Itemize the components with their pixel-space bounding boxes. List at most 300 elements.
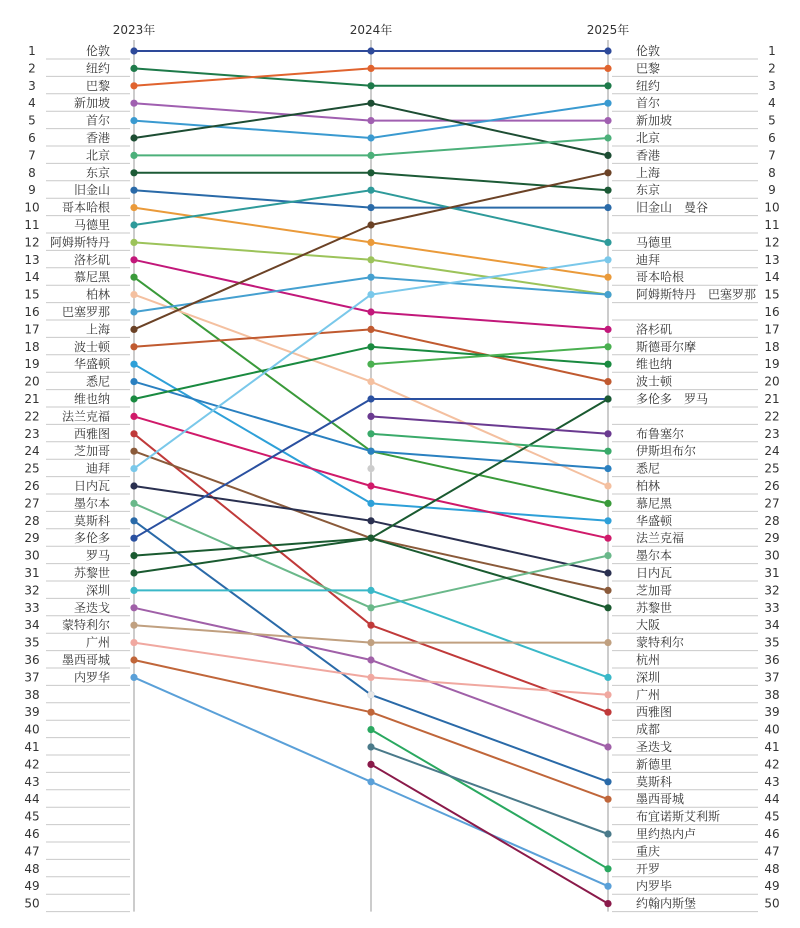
series-point xyxy=(367,482,374,489)
rank-label-left: 1 xyxy=(28,44,36,58)
series-point xyxy=(367,100,374,107)
rank-label-right: 47 xyxy=(764,844,780,859)
rank-label-left: 7 xyxy=(28,148,36,163)
rank-label-right: 16 xyxy=(764,305,780,319)
rank-label-right: 13 xyxy=(764,252,780,267)
city-label-right: 香港 xyxy=(636,148,661,163)
series-point xyxy=(604,865,611,872)
series-point xyxy=(604,239,611,246)
rank-label-left: 3 xyxy=(28,78,36,93)
rank-label-right: 7 xyxy=(768,148,776,163)
city-label-left: 墨西哥城 xyxy=(61,653,110,667)
series-point xyxy=(130,134,137,141)
rank-label-left: 17 xyxy=(24,322,40,337)
rank-label-right: 34 xyxy=(764,618,780,633)
city-label-right: 新加坡 xyxy=(636,113,673,128)
city-labels-left xyxy=(50,43,111,684)
series-point xyxy=(367,152,374,159)
series-point xyxy=(367,47,374,54)
series-point xyxy=(367,169,374,176)
city-label-left: 多伦多 xyxy=(73,531,110,546)
series-point xyxy=(604,639,611,646)
series-point xyxy=(604,482,611,489)
city-label-right: 东京 xyxy=(636,183,661,198)
series-point xyxy=(130,656,137,663)
rank-label-left: 43 xyxy=(24,774,40,789)
rank-label-right: 10 xyxy=(764,200,780,215)
series-point xyxy=(604,830,611,837)
rank-label-right: 15 xyxy=(764,287,780,302)
city-label-left: 洛杉矶 xyxy=(73,252,110,267)
rank-label-left: 35 xyxy=(24,635,40,650)
city-label-left: 巴塞罗那 xyxy=(61,305,110,319)
series-point xyxy=(130,47,137,54)
rank-label-right: 1 xyxy=(768,44,776,58)
city-label-left: 法兰克福 xyxy=(61,409,110,424)
rank-label-left: 22 xyxy=(24,409,40,424)
city-label-right: 里约热内卢 xyxy=(636,827,697,841)
series-point xyxy=(367,291,374,298)
rank-label-right: 17 xyxy=(764,322,780,337)
rank-label-left: 14 xyxy=(24,270,40,285)
city-label-left: 罗马 xyxy=(85,548,110,563)
city-label-right: 首尔 xyxy=(636,96,661,111)
series-point xyxy=(130,187,137,194)
series-point xyxy=(130,552,137,559)
rank-label-left: 33 xyxy=(24,600,40,615)
city-label-left: 哥本哈根 xyxy=(61,200,110,215)
rank-label-left: 31 xyxy=(24,566,40,580)
series-point xyxy=(130,239,137,246)
series-point xyxy=(367,465,374,472)
city-label-right: 墨尔本 xyxy=(636,548,673,563)
series-point xyxy=(130,604,137,611)
rank-label-left: 16 xyxy=(24,305,40,319)
rank-label-left: 25 xyxy=(24,461,40,476)
city-label-right: 伊斯坦布尔 xyxy=(636,444,697,459)
rank-label-right: 24 xyxy=(764,444,780,459)
city-label-left: 维也纳 xyxy=(73,392,110,406)
series-point xyxy=(130,569,137,576)
series-point xyxy=(130,169,137,176)
series-point xyxy=(367,517,374,524)
city-label-right: 西雅图 xyxy=(636,705,673,720)
rank-label-right: 28 xyxy=(764,513,780,528)
series-point xyxy=(604,448,611,455)
series-point xyxy=(130,308,137,315)
city-label-left: 波士顿 xyxy=(73,339,110,354)
rank-label-left: 44 xyxy=(24,792,40,807)
city-label-right: 新德里 xyxy=(636,757,673,772)
series-point xyxy=(604,274,611,281)
city-label-left: 伦敦 xyxy=(85,44,110,58)
series-point xyxy=(604,343,611,350)
city-label-right: 旧金山 曼谷 xyxy=(636,200,709,215)
city-label-right: 开罗 xyxy=(636,861,661,876)
series-point xyxy=(604,47,611,54)
series-point xyxy=(604,361,611,368)
rank-label-right: 27 xyxy=(764,496,780,511)
rank-label-right: 26 xyxy=(764,479,780,493)
series-point xyxy=(130,500,137,507)
city-label-right: 斯德哥尔摩 xyxy=(636,339,697,354)
rank-label-right: 37 xyxy=(764,670,780,685)
series-point xyxy=(130,517,137,524)
city-label-left: 柏林 xyxy=(85,287,110,302)
rank-label-left: 46 xyxy=(24,827,40,841)
city-label-left: 深圳 xyxy=(85,583,110,598)
series-point xyxy=(367,743,374,750)
rank-label-right: 45 xyxy=(764,809,780,824)
rank-label-left: 20 xyxy=(24,374,40,389)
rank-label-right: 6 xyxy=(768,131,776,145)
city-label-right: 哥本哈根 xyxy=(636,270,685,285)
series-point xyxy=(367,82,374,89)
series-point xyxy=(130,82,137,89)
city-label-right: 成都 xyxy=(636,722,661,737)
series-point xyxy=(367,187,374,194)
series-point xyxy=(130,152,137,159)
series-point xyxy=(130,378,137,385)
rank-label-left: 36 xyxy=(24,653,40,667)
series-point xyxy=(367,326,374,333)
city-label-left: 巴黎 xyxy=(85,78,110,93)
rank-label-right: 14 xyxy=(764,270,780,285)
city-label-right: 蒙特利尔 xyxy=(636,635,685,650)
series-point xyxy=(130,326,137,333)
rank-labels-right xyxy=(764,44,779,911)
rank-label-left: 6 xyxy=(28,131,36,145)
city-label-left: 旧金山 xyxy=(73,183,110,198)
city-label-left: 阿姆斯特丹 xyxy=(49,235,110,250)
year-label: 2025年 xyxy=(586,23,630,37)
series-point xyxy=(367,674,374,681)
rank-label-left: 40 xyxy=(24,722,40,737)
city-label-right: 莫斯科 xyxy=(636,774,673,789)
series-point xyxy=(130,430,137,437)
city-label-right: 波士顿 xyxy=(636,374,673,389)
city-label-left: 迪拜 xyxy=(85,461,110,476)
series-point xyxy=(604,517,611,524)
series-point xyxy=(604,395,611,402)
rank-label-right: 49 xyxy=(764,879,780,894)
series-point xyxy=(367,709,374,716)
series-point xyxy=(604,152,611,159)
rank-label-right: 35 xyxy=(764,635,780,650)
rank-label-left: 38 xyxy=(24,687,40,702)
city-label-right: 多伦多 罗马 xyxy=(636,392,709,406)
rank-label-right: 38 xyxy=(764,687,780,702)
rank-label-left: 28 xyxy=(24,513,40,528)
rank-label-left: 24 xyxy=(24,444,40,459)
series-point xyxy=(367,656,374,663)
rank-label-left: 5 xyxy=(28,113,36,128)
series-point xyxy=(604,778,611,785)
rank-label-left: 15 xyxy=(24,287,40,302)
series-point xyxy=(604,500,611,507)
rank-label-left: 29 xyxy=(24,531,40,546)
series-point xyxy=(367,221,374,228)
series-point xyxy=(130,639,137,646)
series-point xyxy=(367,308,374,315)
series-point xyxy=(604,291,611,298)
city-label-right: 日内瓦 xyxy=(636,566,673,580)
series-point xyxy=(130,117,137,124)
rank-label-left: 13 xyxy=(24,252,40,267)
series-point xyxy=(604,430,611,437)
series-point xyxy=(130,221,137,228)
city-label-left: 内罗华 xyxy=(73,670,110,685)
rank-label-left: 10 xyxy=(24,200,40,215)
series-point xyxy=(367,204,374,211)
city-label-right: 内罗毕 xyxy=(636,879,673,894)
city-label-right: 广州 xyxy=(636,687,661,702)
series-line xyxy=(371,747,608,834)
rank-label-right: 42 xyxy=(764,757,780,772)
city-label-right: 法兰克福 xyxy=(636,531,685,546)
city-label-left: 华盛顿 xyxy=(73,357,110,372)
city-label-right: 圣迭戈 xyxy=(636,740,673,754)
series-point xyxy=(604,691,611,698)
city-label-right: 悉尼 xyxy=(636,461,661,476)
series-point xyxy=(604,569,611,576)
rank-label-left: 39 xyxy=(24,705,40,720)
rank-label-right: 21 xyxy=(764,392,780,406)
city-label-right: 深圳 xyxy=(636,670,661,685)
rank-label-left: 9 xyxy=(28,183,36,198)
series-point xyxy=(367,430,374,437)
rank-label-right: 31 xyxy=(764,566,780,580)
city-label-left: 莫斯科 xyxy=(73,513,110,528)
series-point xyxy=(604,587,611,594)
series-point xyxy=(130,465,137,472)
series-point xyxy=(367,361,374,368)
series-point xyxy=(130,361,137,368)
rank-label-right: 43 xyxy=(764,774,780,789)
series-point xyxy=(130,622,137,629)
rank-label-right: 3 xyxy=(768,78,776,93)
rank-labels-left xyxy=(24,44,39,911)
series-point xyxy=(604,674,611,681)
series-point xyxy=(367,622,374,629)
rank-label-right: 48 xyxy=(764,861,780,876)
city-label-right: 洛杉矶 xyxy=(636,322,673,337)
series-point xyxy=(604,796,611,803)
city-label-right: 迪拜 xyxy=(636,252,661,267)
rank-label-right: 18 xyxy=(764,339,780,354)
series-point xyxy=(130,65,137,72)
city-label-right: 纽约 xyxy=(636,78,661,93)
rank-label-left: 37 xyxy=(24,670,40,685)
city-label-right: 约翰内斯堡 xyxy=(636,896,697,911)
city-label-right: 上海 xyxy=(636,165,661,180)
city-label-right: 杭州 xyxy=(636,653,661,667)
city-label-left: 广州 xyxy=(85,635,110,650)
series-point xyxy=(130,100,137,107)
series-point xyxy=(367,778,374,785)
series-point xyxy=(367,395,374,402)
rank-label-right: 30 xyxy=(764,548,780,563)
series-point xyxy=(604,326,611,333)
city-label-right: 墨西哥城 xyxy=(636,792,685,807)
series-point xyxy=(604,100,611,107)
rank-label-left: 45 xyxy=(24,809,40,824)
series-point xyxy=(130,204,137,211)
city-label-right: 柏林 xyxy=(636,479,661,493)
rank-label-left: 41 xyxy=(24,740,40,754)
rank-label-left: 50 xyxy=(24,896,40,911)
city-label-right: 华盛顿 xyxy=(636,513,673,528)
rank-label-right: 8 xyxy=(768,165,776,180)
rank-label-left: 34 xyxy=(24,618,40,633)
series-point xyxy=(367,274,374,281)
city-label-right: 苏黎世 xyxy=(636,600,673,615)
rank-label-left: 12 xyxy=(24,235,40,250)
series-point xyxy=(604,604,611,611)
rank-label-left: 27 xyxy=(24,496,40,511)
series-point xyxy=(604,187,611,194)
city-label-right: 大阪 xyxy=(636,618,661,633)
series-point xyxy=(367,256,374,263)
rank-label-right: 32 xyxy=(764,583,780,598)
city-label-right: 北京 xyxy=(636,131,661,145)
rank-label-left: 30 xyxy=(24,548,40,563)
year-label: 2024年 xyxy=(349,23,393,37)
series-point xyxy=(130,674,137,681)
series-point xyxy=(130,256,137,263)
series-point xyxy=(367,413,374,420)
series-point xyxy=(604,535,611,542)
rank-label-right: 33 xyxy=(764,600,780,615)
rank-label-left: 4 xyxy=(28,96,36,111)
series-line xyxy=(371,730,608,869)
series-point xyxy=(367,761,374,768)
rank-label-right: 5 xyxy=(768,113,776,128)
series-point xyxy=(604,117,611,124)
rank-label-right: 41 xyxy=(764,740,780,754)
series-point xyxy=(604,709,611,716)
series-point xyxy=(130,274,137,281)
series-point xyxy=(367,343,374,350)
series-point xyxy=(130,291,137,298)
rank-label-left: 8 xyxy=(28,165,36,180)
series-point xyxy=(604,134,611,141)
city-label-right: 布鲁塞尔 xyxy=(636,426,685,441)
rank-label-right: 12 xyxy=(764,235,780,250)
city-label-right: 巴黎 xyxy=(636,61,661,76)
city-label-left: 悉尼 xyxy=(85,374,110,389)
series-point xyxy=(604,169,611,176)
rank-label-right: 9 xyxy=(768,183,776,198)
year-labels xyxy=(113,22,630,37)
series-point xyxy=(130,535,137,542)
city-label-right: 重庆 xyxy=(636,844,661,859)
city-label-left: 香港 xyxy=(85,131,110,145)
rank-label-left: 26 xyxy=(24,479,40,493)
rank-label-left: 19 xyxy=(24,357,40,372)
rank-label-right: 4 xyxy=(768,96,776,111)
series-point xyxy=(367,587,374,594)
series-point xyxy=(604,883,611,890)
city-label-left: 东京 xyxy=(85,165,110,180)
city-label-right: 马德里 xyxy=(636,235,673,250)
city-label-left: 蒙特利尔 xyxy=(61,618,110,633)
city-label-right: 伦敦 xyxy=(636,44,661,58)
city-label-left: 新加坡 xyxy=(73,96,110,111)
city-label-right: 布宜诺斯艾利斯 xyxy=(636,809,721,824)
series-point xyxy=(604,65,611,72)
city-label-left: 墨尔本 xyxy=(73,496,110,511)
series-point xyxy=(367,378,374,385)
rank-label-right: 22 xyxy=(764,409,780,424)
city-label-left: 圣迭戈 xyxy=(73,600,110,615)
rank-label-left: 11 xyxy=(24,218,40,232)
series-point xyxy=(604,82,611,89)
rank-label-right: 39 xyxy=(764,705,780,720)
rank-label-right: 19 xyxy=(764,357,780,372)
series-point xyxy=(604,204,611,211)
rank-label-right: 46 xyxy=(764,827,780,841)
series-point xyxy=(130,448,137,455)
series-point xyxy=(130,395,137,402)
series-point xyxy=(367,726,374,733)
rank-label-left: 21 xyxy=(24,392,40,406)
rank-label-right: 40 xyxy=(764,722,780,737)
series-line xyxy=(371,434,608,451)
rank-label-right: 2 xyxy=(768,61,776,76)
city-label-left: 慕尼黑 xyxy=(73,270,110,285)
series-point xyxy=(604,743,611,750)
city-label-left: 马德里 xyxy=(73,218,110,232)
rank-label-left: 48 xyxy=(24,861,40,876)
rank-label-right: 20 xyxy=(764,374,780,389)
city-label-right: 维也纳 xyxy=(636,357,673,372)
series-point xyxy=(130,343,137,350)
series-point xyxy=(604,552,611,559)
series-point xyxy=(130,413,137,420)
rank-label-right: 29 xyxy=(764,531,780,546)
series-point xyxy=(367,134,374,141)
city-label-right: 芝加哥 xyxy=(636,583,673,598)
rank-label-right: 11 xyxy=(764,218,780,232)
series-point xyxy=(130,587,137,594)
city-label-left: 芝加哥 xyxy=(73,444,110,459)
city-label-right: 慕尼黑 xyxy=(636,496,673,511)
rank-label-right: 36 xyxy=(764,653,780,667)
rank-label-left: 32 xyxy=(24,583,40,598)
rank-label-right: 23 xyxy=(764,426,780,441)
series-point xyxy=(367,239,374,246)
city-label-left: 北京 xyxy=(85,148,110,163)
series-point xyxy=(367,448,374,455)
rank-label-left: 2 xyxy=(28,61,36,76)
city-label-left: 纽约 xyxy=(85,61,110,76)
series-point xyxy=(604,378,611,385)
rank-label-right: 25 xyxy=(764,461,780,476)
series-point xyxy=(367,65,374,72)
series-point xyxy=(367,691,374,698)
series-point xyxy=(367,604,374,611)
series-point xyxy=(604,256,611,263)
rank-label-left: 49 xyxy=(24,879,40,894)
series-point xyxy=(367,117,374,124)
city-label-left: 上海 xyxy=(85,322,110,337)
city-label-right: 阿姆斯特丹 巴塞罗那 xyxy=(636,287,757,302)
city-label-left: 苏黎世 xyxy=(73,566,110,580)
series-point xyxy=(367,639,374,646)
city-label-left: 首尔 xyxy=(85,113,110,128)
rank-label-left: 47 xyxy=(24,844,40,859)
